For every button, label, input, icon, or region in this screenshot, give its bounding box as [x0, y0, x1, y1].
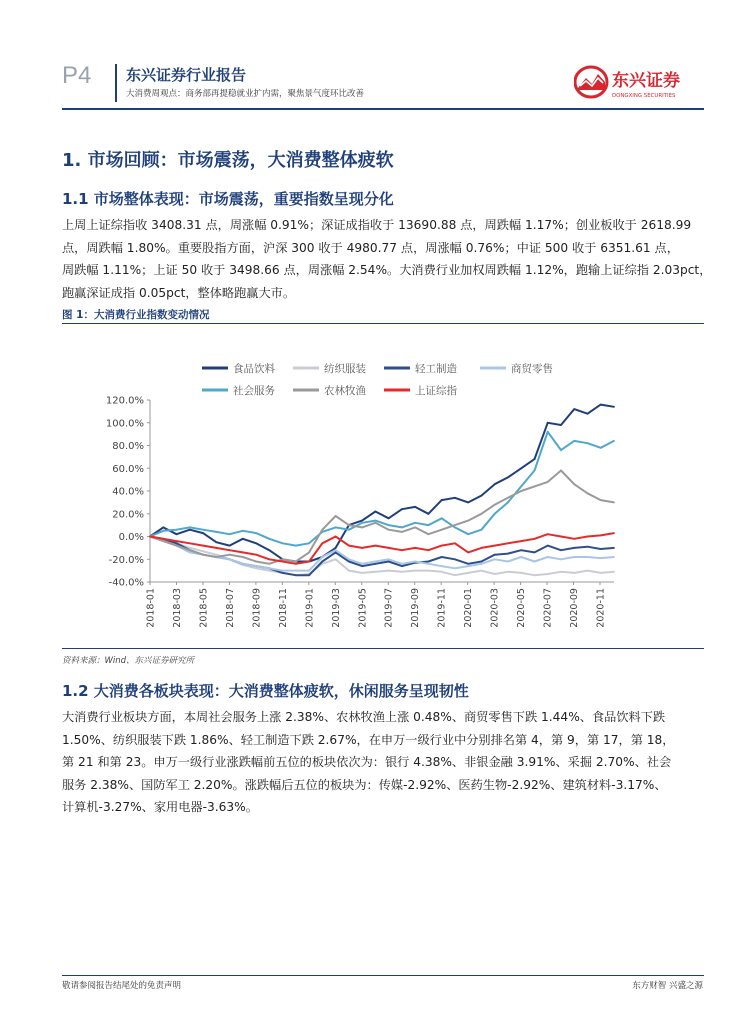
data-point [613, 440, 615, 442]
data-point [215, 541, 217, 543]
data-point [441, 571, 443, 573]
data-point [454, 524, 456, 526]
data-point [401, 563, 403, 565]
data-point [428, 524, 430, 526]
x-tick-label: 2020-07 [542, 588, 554, 628]
x-tick-label: 2020-01 [463, 588, 475, 628]
paragraph-line: 跑赢深证成指 0.05pct，整体略跑赢大市。 [62, 285, 296, 300]
data-point [613, 406, 615, 408]
data-point [308, 552, 310, 554]
data-point [229, 533, 231, 535]
data-point [215, 554, 217, 556]
data-point [375, 520, 377, 522]
data-point [467, 502, 469, 504]
page-number: P4 [62, 62, 92, 89]
data-point [481, 570, 483, 572]
logo-mark-icon [575, 67, 607, 97]
data-point [547, 545, 549, 547]
data-point [494, 558, 496, 560]
data-point [454, 497, 456, 499]
data-point [295, 561, 297, 563]
data-point [494, 545, 496, 547]
data-point [441, 517, 443, 519]
data-point [534, 470, 536, 472]
data-point [547, 422, 549, 424]
data-point [361, 565, 363, 567]
x-tick-label: 2018-11 [277, 588, 289, 628]
legend-label: 食品饮料 [233, 363, 275, 375]
data-point [202, 532, 204, 534]
data-point [255, 565, 257, 567]
series-line [150, 471, 614, 564]
x-tick-label: 2019-05 [357, 588, 369, 628]
data-point [202, 550, 204, 552]
data-point [401, 508, 403, 510]
data-point [388, 517, 390, 519]
section-1-1-paragraph [62, 214, 712, 304]
data-point [441, 565, 443, 567]
data-point [229, 558, 231, 560]
data-point [268, 567, 270, 569]
x-tick-label: 2018-05 [198, 588, 210, 628]
data-point [268, 558, 270, 560]
data-point [348, 545, 350, 547]
data-point [321, 529, 323, 531]
data-point [467, 565, 469, 567]
data-point [481, 513, 483, 515]
data-point [613, 547, 615, 549]
x-tick-label: 2020-05 [516, 588, 528, 628]
y-tick-label: 40.0% [112, 486, 144, 498]
data-point [573, 556, 575, 558]
data-point [428, 533, 430, 535]
data-point [189, 527, 191, 529]
data-point [335, 515, 337, 517]
data-point [507, 497, 509, 499]
data-point [242, 530, 244, 532]
data-point [255, 542, 257, 544]
data-point [494, 483, 496, 485]
paragraph-line: 点，周跌幅 1.80%。重要股指方面，沪深 300 收于 4980.77 点，周涨幅 0.76%；中证 500 收于 6351.61 点， [62, 240, 679, 255]
data-point [335, 558, 337, 560]
data-point [375, 511, 377, 513]
data-point [162, 538, 164, 540]
data-point [520, 556, 522, 558]
data-point [189, 549, 191, 551]
data-point [242, 538, 244, 540]
section-1-heading: 1. 市场回顾：市场震荡，大消费整体疲软 [62, 150, 394, 171]
data-point [560, 424, 562, 426]
data-point [388, 529, 390, 531]
paragraph-line: 第 21 和第 23。申万一级行业涨跌幅前五位的板块依次为：银行 4.38%、非银金融 3.91%、采掘 2.70%、社会 [62, 755, 672, 769]
x-tick-label: 2018-03 [171, 588, 183, 628]
data-point [255, 554, 257, 556]
data-point [414, 547, 416, 549]
header-divider [115, 64, 117, 102]
data-point [215, 531, 217, 533]
data-point [560, 449, 562, 451]
data-point [375, 571, 377, 573]
data-point [613, 556, 615, 558]
data-point [255, 561, 257, 563]
legend-label: 轻工制造 [415, 363, 457, 375]
data-point [481, 561, 483, 563]
data-point [268, 549, 270, 551]
data-point [534, 561, 536, 563]
data-point [388, 561, 390, 563]
data-point [613, 502, 615, 504]
data-point [189, 552, 191, 554]
data-point [441, 529, 443, 531]
data-point [215, 547, 217, 549]
data-point [428, 549, 430, 551]
data-point [375, 545, 377, 547]
series-line [150, 432, 614, 546]
x-tick-label: 2018-07 [224, 588, 236, 628]
logo-en-text: DONGXING SECURITIES [612, 93, 676, 99]
data-point [494, 513, 496, 515]
data-point [481, 563, 483, 565]
series-line [150, 537, 614, 571]
figure-1-title: 图 1：大消费行业指数变动情况 [62, 309, 210, 321]
x-tick-label: 2019-03 [330, 588, 342, 628]
data-point [189, 547, 191, 549]
data-point [613, 571, 615, 573]
figure-source: 资料来源：Wind、东兴证券研究所 [62, 656, 195, 666]
data-point [560, 536, 562, 538]
data-point [414, 527, 416, 529]
data-point [573, 572, 575, 574]
data-point [520, 540, 522, 542]
legend-label: 上证综指 [415, 385, 457, 397]
data-point [268, 570, 270, 572]
data-point [467, 563, 469, 565]
data-point [600, 535, 602, 537]
data-point [600, 557, 602, 559]
data-point [202, 545, 204, 547]
data-point [547, 481, 549, 483]
data-point [520, 549, 522, 551]
data-point [176, 529, 178, 531]
data-point [414, 522, 416, 524]
data-point [587, 413, 589, 415]
data-point [189, 529, 191, 531]
data-point [202, 529, 204, 531]
data-point [361, 572, 363, 574]
y-tick-label: 0.0% [118, 532, 144, 543]
data-point [454, 558, 456, 560]
report-title: 东兴证券行业报告 [126, 66, 247, 84]
index-line-chart [62, 326, 704, 646]
data-point [573, 408, 575, 410]
y-tick-label: 60.0% [112, 463, 144, 475]
data-point [507, 477, 509, 479]
data-point [242, 556, 244, 558]
section-1-2-heading: 1.2 大消费各板块表现：大消费整体疲软，休闲服务呈现韧性 [62, 682, 469, 700]
data-point [348, 570, 350, 572]
data-point [520, 486, 522, 488]
data-point [600, 404, 602, 406]
data-point [361, 547, 363, 549]
data-point [401, 565, 403, 567]
data-point [467, 572, 469, 574]
data-point [520, 490, 522, 492]
y-tick-label: 100.0% [105, 418, 144, 430]
footer-disclaimer: 敬请参阅报告结尾处的免责声明 [62, 981, 182, 991]
legend-label: 商贸零售 [511, 363, 553, 375]
data-point [454, 542, 456, 544]
data-point [587, 536, 589, 538]
data-point [520, 467, 522, 469]
data-point [295, 563, 297, 565]
data-point [361, 563, 363, 565]
data-point [414, 561, 416, 563]
legend-label: 纺织服装 [324, 363, 366, 375]
data-point [428, 561, 430, 563]
data-point [282, 572, 284, 574]
data-point [494, 554, 496, 556]
data-point [454, 574, 456, 576]
paragraph-line: 大消费行业板块方面，本周社会服务上涨 2.38%、农林牧渔上涨 0.48%、商贸零售下跌 1.44%、食品饮料下跌 [62, 710, 666, 724]
data-point [255, 567, 257, 569]
data-point [268, 538, 270, 540]
y-tick-label: -20.0% [108, 554, 144, 566]
data-point [176, 540, 178, 542]
data-point [242, 563, 244, 565]
data-point [375, 522, 377, 524]
data-point [176, 533, 178, 535]
data-point [388, 524, 390, 526]
data-point [242, 552, 244, 554]
x-tick-label: 2020-09 [569, 588, 581, 628]
data-point [335, 527, 337, 529]
data-point [361, 527, 363, 529]
data-point [401, 571, 403, 573]
data-point [401, 549, 403, 551]
data-point [547, 533, 549, 535]
data-point [587, 556, 589, 558]
data-point [507, 553, 509, 555]
x-tick-label: 2020-03 [489, 588, 501, 628]
data-point [229, 545, 231, 547]
data-point [494, 504, 496, 506]
data-point [467, 520, 469, 522]
logo-cn-text: 东兴证券 [612, 71, 680, 91]
data-point [414, 506, 416, 508]
data-point [348, 529, 350, 531]
data-point [587, 570, 589, 572]
report-subtitle: 大消费周观点：商务部再提稳就业扩内需，聚焦景气度环比改善 [126, 89, 365, 99]
data-point [255, 532, 257, 534]
data-point [587, 492, 589, 494]
data-point [534, 552, 536, 554]
data-point [282, 542, 284, 544]
data-point [600, 499, 602, 501]
legend-label: 农林牧渔 [324, 385, 366, 397]
data-point [441, 545, 443, 547]
data-point [388, 570, 390, 572]
data-point [308, 561, 310, 563]
data-point [282, 561, 284, 563]
data-point [189, 542, 191, 544]
data-point [321, 561, 323, 563]
x-tick-label: 2020-11 [595, 588, 607, 628]
data-point [520, 572, 522, 574]
data-point [282, 558, 284, 560]
paragraph-line: 周跌幅 1.11%；上证 50 收于 3498.66 点，周涨幅 2.54%。大消费行业加权周跌幅 1.12%，跑输上证综指 2.03pct， [62, 263, 712, 277]
x-tick-label: 2019-07 [383, 588, 395, 628]
y-tick-label: 120.0% [105, 395, 144, 407]
data-point [414, 570, 416, 572]
paragraph-line: 1.50%、纺织服装下跌 1.86%、轻工制造下跌 2.67%，在申万一级行业中分别排名第 4，第 9，第 17，第 18， [62, 732, 675, 747]
data-point [295, 574, 297, 576]
data-point [202, 554, 204, 556]
data-point [441, 499, 443, 501]
legend-label: 社会服务 [233, 385, 275, 397]
y-tick-label: 80.0% [112, 441, 144, 452]
data-point [229, 554, 231, 556]
data-point [467, 552, 469, 554]
data-point [162, 530, 164, 532]
data-point [295, 570, 297, 572]
data-point [534, 486, 536, 488]
data-point [494, 573, 496, 575]
data-point [308, 574, 310, 576]
x-tick-label: 2019-09 [410, 588, 422, 628]
data-point [587, 442, 589, 444]
data-point [507, 571, 509, 573]
data-point [401, 527, 403, 529]
data-point [282, 570, 284, 572]
figure-top-rule [62, 323, 704, 324]
x-tick-label: 2018-09 [251, 588, 263, 628]
data-point [454, 527, 456, 529]
data-point [215, 556, 217, 558]
data-point [507, 561, 509, 563]
data-point [162, 540, 164, 542]
data-point [321, 542, 323, 544]
data-point [176, 545, 178, 547]
data-point [534, 458, 536, 460]
data-point [321, 556, 323, 558]
y-tick-label: 20.0% [112, 509, 144, 521]
data-point [348, 524, 350, 526]
data-point [428, 563, 430, 565]
series-line [150, 533, 614, 564]
data-point [388, 558, 390, 560]
data-point [375, 561, 377, 563]
data-point [600, 572, 602, 574]
data-point [534, 574, 536, 576]
data-point [481, 495, 483, 497]
data-point [295, 545, 297, 547]
footer-rule [62, 975, 704, 976]
data-point [560, 558, 562, 560]
figure-bottom-rule [62, 648, 704, 649]
data-point [481, 529, 483, 531]
section-1-1-heading: 1.1 市场整体表现：市场震荡，重要指数呈现分化 [62, 190, 394, 208]
data-point [467, 533, 469, 535]
data-point [587, 546, 589, 548]
data-point [573, 440, 575, 442]
x-tick-label: 2019-01 [304, 588, 316, 628]
data-point [361, 520, 363, 522]
data-point [361, 522, 363, 524]
data-point [441, 556, 443, 558]
data-point [481, 547, 483, 549]
data-point [534, 538, 536, 540]
header-rule [62, 108, 704, 110]
data-point [308, 542, 310, 544]
data-point [600, 447, 602, 449]
data-point [335, 549, 337, 551]
data-point [335, 547, 337, 549]
data-point [308, 570, 310, 572]
data-point [428, 570, 430, 572]
section-1-2-paragraph [62, 706, 704, 819]
data-point [547, 556, 549, 558]
data-point [348, 561, 350, 563]
data-point [229, 549, 231, 551]
data-point [401, 531, 403, 533]
data-point [149, 536, 151, 538]
data-point [547, 573, 549, 575]
data-point [560, 470, 562, 472]
x-tick-label: 2018-01 [145, 588, 157, 628]
data-point [573, 538, 575, 540]
data-point [176, 542, 178, 544]
paragraph-line: 服务 2.38%、国防军工 2.20%。涨跌幅后五位的板块为：传媒-2.92%、医药生物-2.92%、建筑材料-3.17%、 [62, 777, 667, 792]
x-tick-label: 2019-11 [436, 588, 448, 628]
data-point [335, 536, 337, 538]
data-point [428, 513, 430, 515]
data-point [547, 431, 549, 433]
data-point [375, 563, 377, 565]
data-point [507, 502, 509, 504]
data-point [507, 542, 509, 544]
data-point [573, 547, 575, 549]
data-point [162, 527, 164, 529]
data-point [388, 547, 390, 549]
paragraph-line: 上周上证综指收 3408.31 点，周涨幅 0.91%；深证成指收于 13690.88 点，周跌幅 1.17%；创业板收于 2618.99 [62, 218, 692, 232]
data-point [573, 483, 575, 485]
company-logo [574, 62, 704, 102]
data-point [560, 549, 562, 551]
data-point [613, 532, 615, 534]
paragraph-line: 计算机-3.27%、家用电器-3.63%。 [62, 800, 258, 814]
data-point [454, 567, 456, 569]
footer-slogan: 东方财智 兴盛之源 [632, 981, 703, 991]
data-point [268, 563, 270, 565]
y-tick-label: -40.0% [108, 577, 144, 589]
data-point [348, 558, 350, 560]
data-point [560, 571, 562, 573]
data-point [600, 548, 602, 550]
